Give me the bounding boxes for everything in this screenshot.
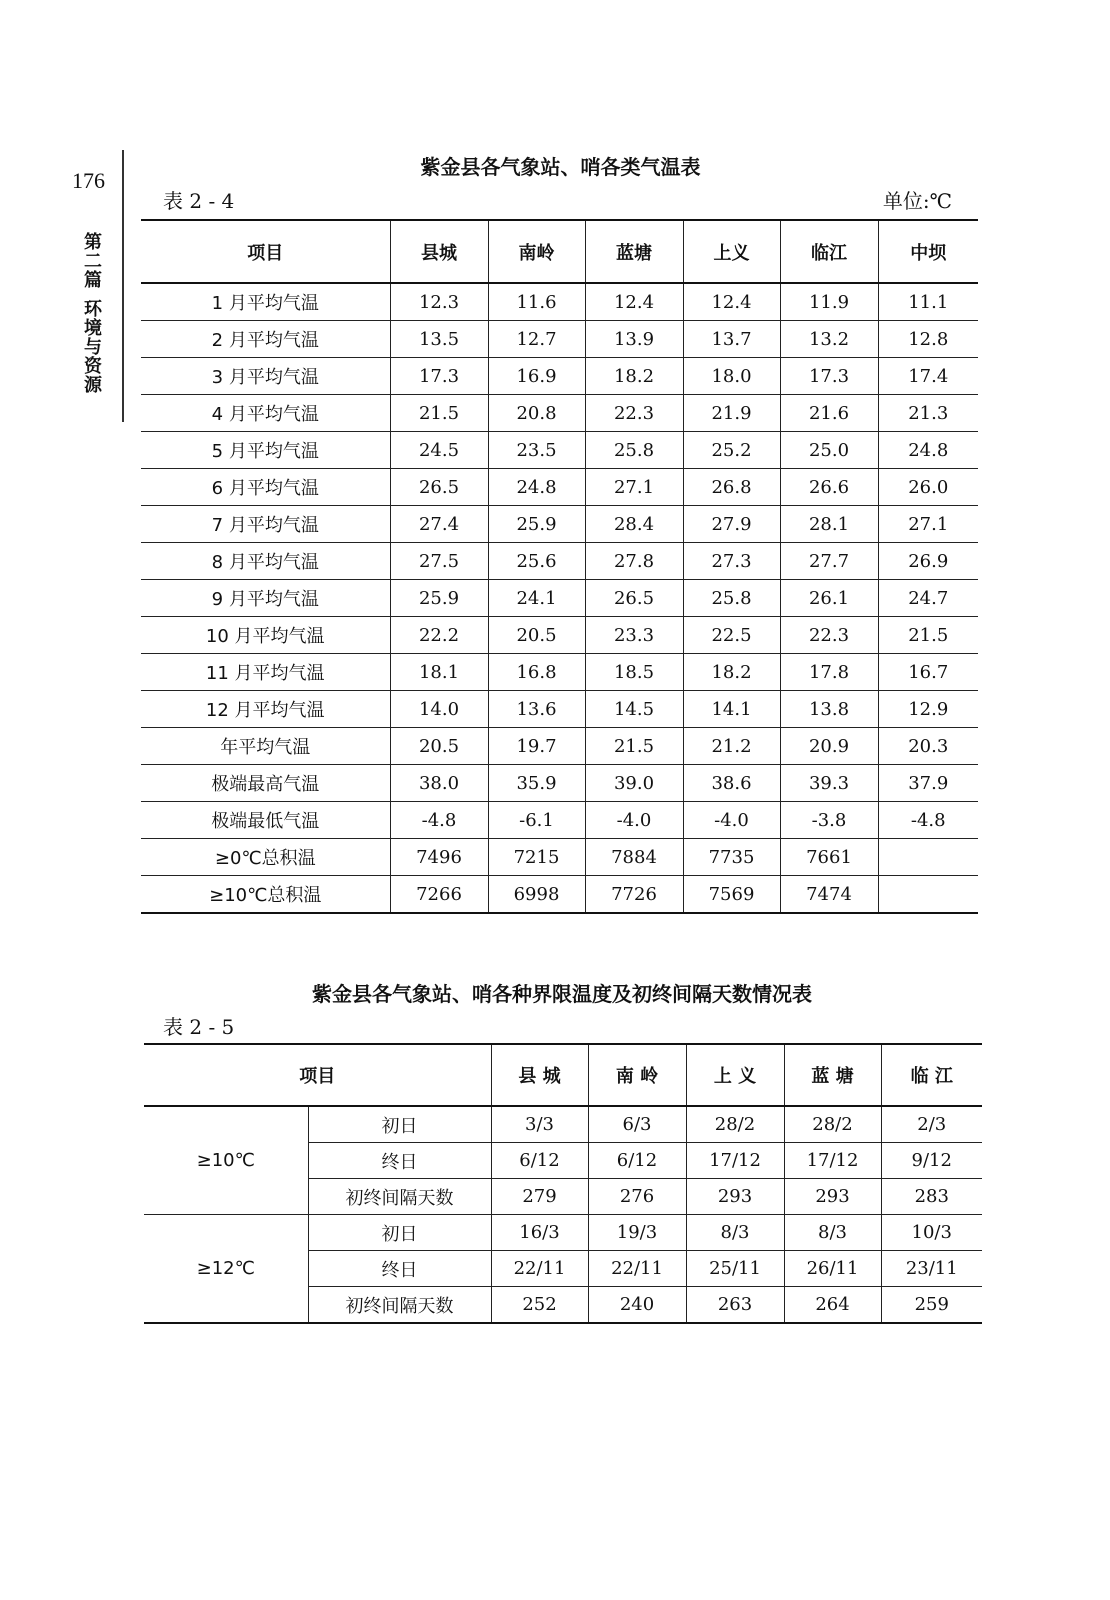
table-cell: 17/12 bbox=[686, 1143, 784, 1179]
header-station: 临 江 bbox=[881, 1044, 982, 1106]
table-row bbox=[144, 1106, 982, 1143]
table-cell: 12.8 bbox=[878, 321, 978, 358]
table-row bbox=[141, 580, 978, 617]
table-cell: 25.9 bbox=[390, 580, 488, 617]
threshold-temperature-table bbox=[144, 1043, 982, 1324]
table-row bbox=[141, 506, 978, 543]
table-cell: 25.9 bbox=[488, 506, 585, 543]
table-cell: 7496 bbox=[390, 839, 488, 876]
table-cell: 27.1 bbox=[878, 506, 978, 543]
table-cell: 22.3 bbox=[585, 395, 683, 432]
table-cell: 17.8 bbox=[780, 654, 878, 691]
table-cell: 22.3 bbox=[780, 617, 878, 654]
table2-header-row bbox=[144, 1044, 982, 1106]
table-cell: 26.5 bbox=[585, 580, 683, 617]
row-label: 极端最低气温 bbox=[141, 802, 390, 839]
table-cell: 20.5 bbox=[488, 617, 585, 654]
table-cell: 26.9 bbox=[878, 543, 978, 580]
row-label: 初日 bbox=[308, 1106, 491, 1143]
table-cell: 6/12 bbox=[491, 1143, 588, 1179]
table-cell: 21.6 bbox=[780, 395, 878, 432]
table-row bbox=[141, 765, 978, 802]
table-cell: 25.8 bbox=[585, 432, 683, 469]
temperature-table bbox=[141, 219, 978, 914]
table-cell: 7474 bbox=[780, 876, 878, 914]
table-cell: 18.2 bbox=[683, 654, 780, 691]
table-cell: 16.8 bbox=[488, 654, 585, 691]
row-label: 1 月平均气温 bbox=[141, 283, 390, 321]
table1-header-row bbox=[141, 220, 978, 283]
table-cell: 39.0 bbox=[585, 765, 683, 802]
table-cell: 20.9 bbox=[780, 728, 878, 765]
header-station: 上 义 bbox=[686, 1044, 784, 1106]
row-label: ≥10℃总积温 bbox=[141, 876, 390, 914]
table2-title: 紫金县各气象站、哨各种界限温度及初终间隔天数情况表 bbox=[312, 982, 812, 1006]
row-label: 6 月平均气温 bbox=[141, 469, 390, 506]
row-label: 年平均气温 bbox=[141, 728, 390, 765]
header-station: 南岭 bbox=[488, 220, 585, 283]
table-cell: 25/11 bbox=[686, 1251, 784, 1287]
chapter-side-label bbox=[80, 232, 104, 394]
table-cell: 23/11 bbox=[881, 1251, 982, 1287]
table-cell: 27.8 bbox=[585, 543, 683, 580]
header-station: 蓝塘 bbox=[585, 220, 683, 283]
table-cell: 27.3 bbox=[683, 543, 780, 580]
row-label: 初终间隔天数 bbox=[308, 1179, 491, 1215]
table-cell: 276 bbox=[588, 1179, 686, 1215]
table1-title: 紫金县各气象站、哨各类气温表 bbox=[420, 155, 701, 179]
table-cell: 26.8 bbox=[683, 469, 780, 506]
page-number: 176 bbox=[72, 168, 105, 193]
table-cell: 7569 bbox=[683, 876, 780, 914]
table-cell: 14.0 bbox=[390, 691, 488, 728]
table-cell: 21.3 bbox=[878, 395, 978, 432]
table-cell: 21.5 bbox=[878, 617, 978, 654]
table-cell: 252 bbox=[491, 1287, 588, 1324]
table-cell: 21.5 bbox=[585, 728, 683, 765]
table-cell: 18.5 bbox=[585, 654, 683, 691]
table1-unit: 单位:℃ bbox=[882, 189, 952, 213]
part-label: 第二篇 bbox=[81, 232, 102, 289]
row-label: 4 月平均气温 bbox=[141, 395, 390, 432]
table-cell: 17/12 bbox=[784, 1143, 881, 1179]
row-label: 初日 bbox=[308, 1215, 491, 1251]
table-cell: -6.1 bbox=[488, 802, 585, 839]
table-cell: 16/3 bbox=[491, 1215, 588, 1251]
table-cell: 24.5 bbox=[390, 432, 488, 469]
row-label: 终日 bbox=[308, 1143, 491, 1179]
table-cell: 7884 bbox=[585, 839, 683, 876]
table-cell: 283 bbox=[881, 1179, 982, 1215]
table-cell: 13.7 bbox=[683, 321, 780, 358]
header-station: 县 城 bbox=[491, 1044, 588, 1106]
table-cell: 8/3 bbox=[784, 1215, 881, 1251]
table-cell: 23.5 bbox=[488, 432, 585, 469]
table-cell: -3.8 bbox=[780, 802, 878, 839]
table-cell: 24.7 bbox=[878, 580, 978, 617]
row-label: 极端最高气温 bbox=[141, 765, 390, 802]
row-label: 11 月平均气温 bbox=[141, 654, 390, 691]
row-label: 2 月平均气温 bbox=[141, 321, 390, 358]
table-cell: 279 bbox=[491, 1179, 588, 1215]
table-cell: 17.3 bbox=[780, 358, 878, 395]
table-cell: 38.6 bbox=[683, 765, 780, 802]
table-cell: 9/12 bbox=[881, 1143, 982, 1179]
table-cell: -4.0 bbox=[683, 802, 780, 839]
header-item: 项目 bbox=[144, 1044, 491, 1106]
row-label: 8 月平均气温 bbox=[141, 543, 390, 580]
table-row bbox=[141, 395, 978, 432]
table-cell: -4.0 bbox=[585, 802, 683, 839]
margin-rule bbox=[122, 150, 124, 422]
table-cell: 26.1 bbox=[780, 580, 878, 617]
table-cell: 18.2 bbox=[585, 358, 683, 395]
table-cell: 16.7 bbox=[878, 654, 978, 691]
table-row bbox=[141, 321, 978, 358]
table-cell: 12.9 bbox=[878, 691, 978, 728]
table-cell: 12.3 bbox=[390, 283, 488, 321]
section-label: 环境与资源 bbox=[81, 299, 102, 394]
table-cell: 25.0 bbox=[780, 432, 878, 469]
table-cell: 28/2 bbox=[784, 1106, 881, 1143]
table-cell: 22.5 bbox=[683, 617, 780, 654]
table-cell: 13.8 bbox=[780, 691, 878, 728]
table-cell: 22/11 bbox=[491, 1251, 588, 1287]
table-cell: 11.9 bbox=[780, 283, 878, 321]
table-cell: 13.6 bbox=[488, 691, 585, 728]
row-label: 7 月平均气温 bbox=[141, 506, 390, 543]
table-cell: 23.3 bbox=[585, 617, 683, 654]
table-cell: 293 bbox=[686, 1179, 784, 1215]
table-cell: 35.9 bbox=[488, 765, 585, 802]
table-cell: 19.7 bbox=[488, 728, 585, 765]
table-cell: 38.0 bbox=[390, 765, 488, 802]
table1-id: 表 2 - 4 bbox=[163, 189, 235, 213]
table-cell: 14.1 bbox=[683, 691, 780, 728]
table-cell: 14.5 bbox=[585, 691, 683, 728]
table-cell: 19/3 bbox=[588, 1215, 686, 1251]
table-cell: -4.8 bbox=[878, 802, 978, 839]
table-row bbox=[141, 728, 978, 765]
row-label: 终日 bbox=[308, 1251, 491, 1287]
table-cell: 18.0 bbox=[683, 358, 780, 395]
table-cell: 21.2 bbox=[683, 728, 780, 765]
table-cell: 20.8 bbox=[488, 395, 585, 432]
table-cell: 7215 bbox=[488, 839, 585, 876]
table-cell: 22/11 bbox=[588, 1251, 686, 1287]
table-row bbox=[141, 617, 978, 654]
header-station: 临江 bbox=[780, 220, 878, 283]
table-row bbox=[141, 543, 978, 580]
table-row bbox=[141, 469, 978, 506]
table-cell: 13.5 bbox=[390, 321, 488, 358]
table-cell: 259 bbox=[881, 1287, 982, 1324]
table-cell: 293 bbox=[784, 1179, 881, 1215]
table-cell: 11.6 bbox=[488, 283, 585, 321]
table-cell: 7266 bbox=[390, 876, 488, 914]
table-cell: 11.1 bbox=[878, 283, 978, 321]
table-cell: 18.1 bbox=[390, 654, 488, 691]
table-cell: 16.9 bbox=[488, 358, 585, 395]
table-cell: 20.3 bbox=[878, 728, 978, 765]
table-cell: 24.8 bbox=[488, 469, 585, 506]
table-cell: 28.4 bbox=[585, 506, 683, 543]
table-row bbox=[141, 876, 978, 914]
table-cell: 7735 bbox=[683, 839, 780, 876]
table-cell: 6/12 bbox=[588, 1143, 686, 1179]
table-cell: 12.4 bbox=[585, 283, 683, 321]
table-cell: 3/3 bbox=[491, 1106, 588, 1143]
table-cell: 8/3 bbox=[686, 1215, 784, 1251]
table-cell: 25.8 bbox=[683, 580, 780, 617]
table-cell: 39.3 bbox=[780, 765, 878, 802]
table-cell: 27.1 bbox=[585, 469, 683, 506]
table-cell: 6998 bbox=[488, 876, 585, 914]
table-cell: 27.7 bbox=[780, 543, 878, 580]
table-cell: 264 bbox=[784, 1287, 881, 1324]
table2-id: 表 2 - 5 bbox=[163, 1015, 235, 1039]
table-cell: 22.2 bbox=[390, 617, 488, 654]
row-label: 5 月平均气温 bbox=[141, 432, 390, 469]
table-row bbox=[141, 358, 978, 395]
table-cell: 24.8 bbox=[878, 432, 978, 469]
table-cell: 21.9 bbox=[683, 395, 780, 432]
table-cell: 37.9 bbox=[878, 765, 978, 802]
table-row bbox=[141, 432, 978, 469]
table-cell: 25.6 bbox=[488, 543, 585, 580]
table-cell: 21.5 bbox=[390, 395, 488, 432]
header-station: 蓝 塘 bbox=[784, 1044, 881, 1106]
row-label: 3 月平均气温 bbox=[141, 358, 390, 395]
row-label: 10 月平均气温 bbox=[141, 617, 390, 654]
table-cell: 27.4 bbox=[390, 506, 488, 543]
table-cell: 6/3 bbox=[588, 1106, 686, 1143]
table-cell: 17.4 bbox=[878, 358, 978, 395]
table-cell: 12.7 bbox=[488, 321, 585, 358]
table-cell: 27.5 bbox=[390, 543, 488, 580]
table-cell: 263 bbox=[686, 1287, 784, 1324]
table-cell: 27.9 bbox=[683, 506, 780, 543]
table-cell: 240 bbox=[588, 1287, 686, 1324]
table-cell: 26/11 bbox=[784, 1251, 881, 1287]
table-cell: 10/3 bbox=[881, 1215, 982, 1251]
table-cell: 26.5 bbox=[390, 469, 488, 506]
table-cell: 7661 bbox=[780, 839, 878, 876]
table-cell: 2/3 bbox=[881, 1106, 982, 1143]
table-cell: 17.3 bbox=[390, 358, 488, 395]
table-cell: 24.1 bbox=[488, 580, 585, 617]
table-row bbox=[141, 839, 978, 876]
header-item: 项目 bbox=[141, 220, 390, 283]
table-cell bbox=[878, 839, 978, 876]
header-station: 南 岭 bbox=[588, 1044, 686, 1106]
table-row bbox=[141, 283, 978, 321]
table-cell: 28.1 bbox=[780, 506, 878, 543]
row-label: 12 月平均气温 bbox=[141, 691, 390, 728]
table-row bbox=[141, 691, 978, 728]
table-cell: 26.6 bbox=[780, 469, 878, 506]
table-cell: 25.2 bbox=[683, 432, 780, 469]
threshold-group-label: ≥12℃ bbox=[144, 1215, 308, 1324]
threshold-group-label: ≥10℃ bbox=[144, 1106, 308, 1215]
table-cell: 26.0 bbox=[878, 469, 978, 506]
table-row bbox=[141, 802, 978, 839]
table-cell: 7726 bbox=[585, 876, 683, 914]
table-cell: 20.5 bbox=[390, 728, 488, 765]
table-cell: 13.9 bbox=[585, 321, 683, 358]
table-cell: -4.8 bbox=[390, 802, 488, 839]
header-station: 中坝 bbox=[878, 220, 978, 283]
header-station: 上义 bbox=[683, 220, 780, 283]
table-row bbox=[141, 654, 978, 691]
table-cell: 28/2 bbox=[686, 1106, 784, 1143]
row-label: 初终间隔天数 bbox=[308, 1287, 491, 1324]
row-label: 9 月平均气温 bbox=[141, 580, 390, 617]
row-label: ≥0℃总积温 bbox=[141, 839, 390, 876]
table-cell: 12.4 bbox=[683, 283, 780, 321]
header-station: 县城 bbox=[390, 220, 488, 283]
table-row bbox=[144, 1215, 982, 1251]
table-cell bbox=[878, 876, 978, 914]
table-cell: 13.2 bbox=[780, 321, 878, 358]
